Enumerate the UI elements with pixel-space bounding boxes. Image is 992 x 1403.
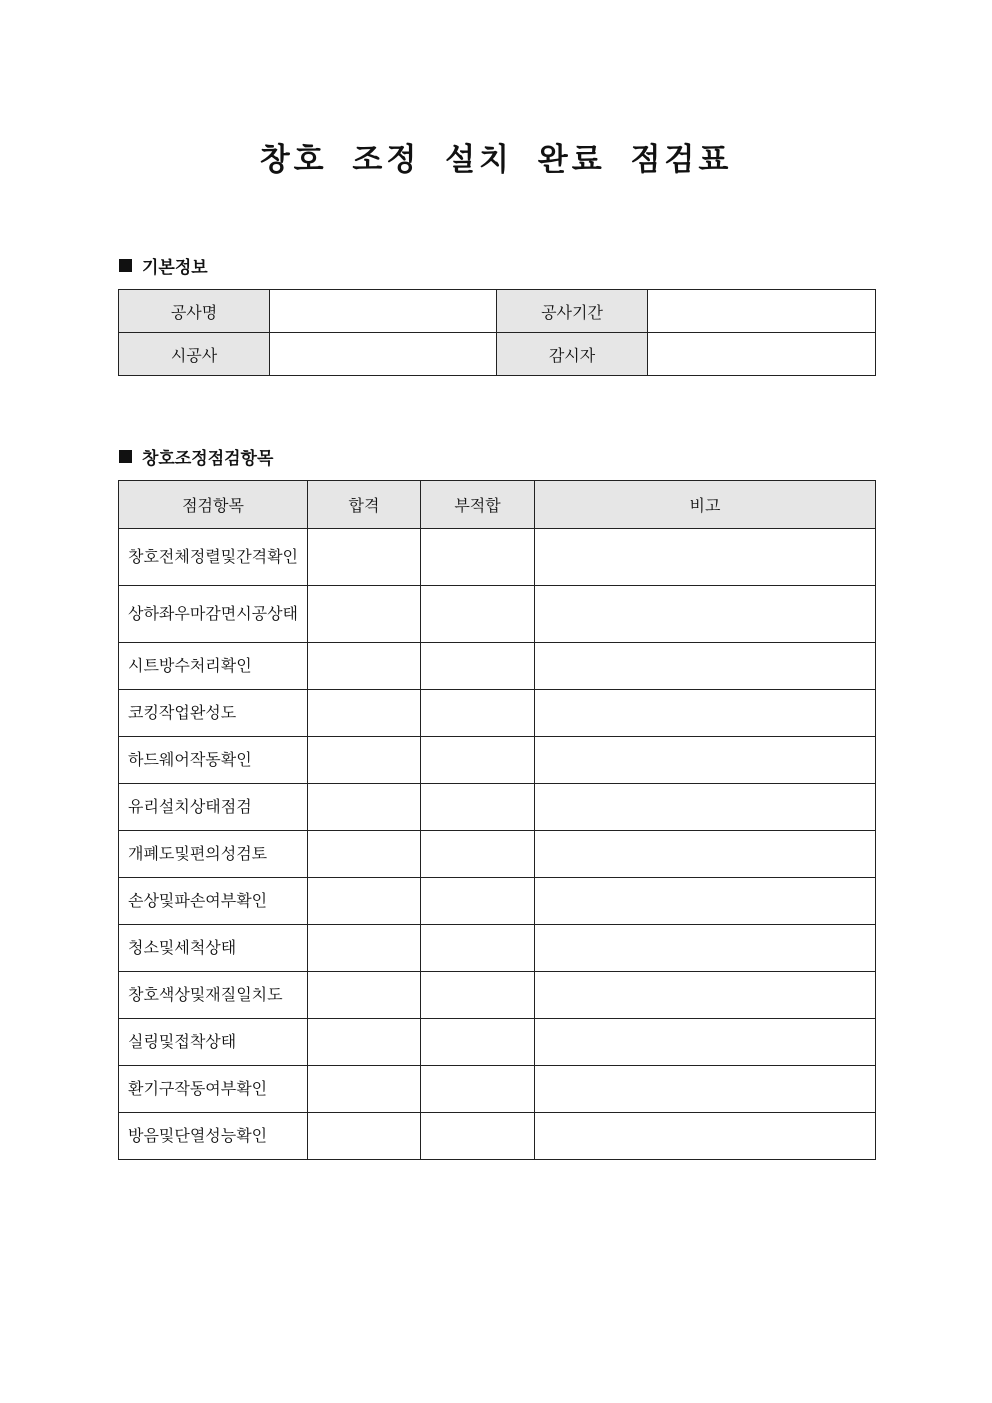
basic-info-table (118, 289, 876, 376)
table-row (119, 878, 876, 925)
field-value-project-name[interactable] (270, 290, 497, 333)
pass-cell[interactable] (308, 586, 421, 643)
check-item-label: 유리설치상태점검 (119, 784, 308, 831)
table-row (119, 1113, 876, 1160)
column-header-pass: 합격 (308, 481, 421, 529)
check-item-label: 방음및단열성능확인 (119, 1113, 308, 1160)
table-row (119, 831, 876, 878)
pass-cell[interactable] (308, 972, 421, 1019)
check-item-label: 청소및세척상태 (119, 925, 308, 972)
fail-cell[interactable] (421, 690, 535, 737)
field-label-contractor: 시공사 (119, 333, 270, 376)
check-item-label: 환기구작동여부확인 (119, 1066, 308, 1113)
fail-cell[interactable] (421, 1066, 535, 1113)
fail-cell[interactable] (421, 1019, 535, 1066)
table-row (119, 586, 876, 643)
field-label-project-name: 공사명 (119, 290, 270, 333)
fail-cell[interactable] (421, 878, 535, 925)
fail-cell[interactable] (421, 925, 535, 972)
check-item-label: 코킹작업완성도 (119, 690, 308, 737)
fail-cell[interactable] (421, 831, 535, 878)
pass-cell[interactable] (308, 878, 421, 925)
table-row (119, 690, 876, 737)
remarks-cell[interactable] (535, 784, 876, 831)
pass-cell[interactable] (308, 1113, 421, 1160)
fail-cell[interactable] (421, 1113, 535, 1160)
table-row (119, 925, 876, 972)
check-item-label: 손상및파손여부확인 (119, 878, 308, 925)
field-label-supervisor: 감시자 (497, 333, 648, 376)
check-item-label: 하드웨어작동확인 (119, 737, 308, 784)
check-item-label: 개폐도및편의성검토 (119, 831, 308, 878)
remarks-cell[interactable] (535, 586, 876, 643)
remarks-cell[interactable] (535, 1066, 876, 1113)
field-value-contractor[interactable] (270, 333, 497, 376)
remarks-cell[interactable] (535, 925, 876, 972)
square-bullet-icon (119, 450, 132, 463)
remarks-cell[interactable] (535, 737, 876, 784)
check-item-label: 실링및접착상태 (119, 1019, 308, 1066)
pass-cell[interactable] (308, 529, 421, 586)
remarks-cell[interactable] (535, 643, 876, 690)
pass-cell[interactable] (308, 690, 421, 737)
pass-cell[interactable] (308, 925, 421, 972)
check-item-label: 창호전체정렬및간격확인 (119, 529, 308, 586)
remarks-cell[interactable] (535, 529, 876, 586)
field-value-supervisor[interactable] (648, 333, 876, 376)
table-row (119, 737, 876, 784)
table-row (119, 784, 876, 831)
pass-cell[interactable] (308, 1066, 421, 1113)
fail-cell[interactable] (421, 529, 535, 586)
column-header-fail: 부적합 (421, 481, 535, 529)
table-row (119, 1066, 876, 1113)
remarks-cell[interactable] (535, 690, 876, 737)
pass-cell[interactable] (308, 643, 421, 690)
column-header-remarks: 비고 (535, 481, 876, 529)
fail-cell[interactable] (421, 972, 535, 1019)
section-heading: 기본정보 (142, 258, 208, 278)
remarks-cell[interactable] (535, 972, 876, 1019)
pass-cell[interactable] (308, 737, 421, 784)
check-item-label: 창호색상및재질일치도 (119, 972, 308, 1019)
remarks-cell[interactable] (535, 1019, 876, 1066)
column-header-item: 점검항목 (119, 481, 308, 529)
table-row (119, 529, 876, 586)
page-title: 창호 조정 설치 완료 점검표 (259, 142, 733, 178)
field-value-project-period[interactable] (648, 290, 876, 333)
fail-cell[interactable] (421, 784, 535, 831)
fail-cell[interactable] (421, 586, 535, 643)
fail-cell[interactable] (421, 643, 535, 690)
fail-cell[interactable] (421, 737, 535, 784)
pass-cell[interactable] (308, 831, 421, 878)
check-item-label: 시트방수처리확인 (119, 643, 308, 690)
section-heading: 창호조정점검항목 (142, 449, 274, 469)
table-row (119, 643, 876, 690)
section-basic-info (119, 253, 208, 278)
remarks-cell[interactable] (535, 878, 876, 925)
checklist-table (118, 480, 876, 1160)
pass-cell[interactable] (308, 784, 421, 831)
field-label-project-period: 공사기간 (497, 290, 648, 333)
remarks-cell[interactable] (535, 1113, 876, 1160)
pass-cell[interactable] (308, 1019, 421, 1066)
remarks-cell[interactable] (535, 831, 876, 878)
section-checklist (119, 444, 273, 469)
table-row (119, 1019, 876, 1066)
square-bullet-icon (119, 259, 132, 272)
table-row (119, 972, 876, 1019)
check-item-label: 상하좌우마감면시공상태 (119, 586, 308, 643)
